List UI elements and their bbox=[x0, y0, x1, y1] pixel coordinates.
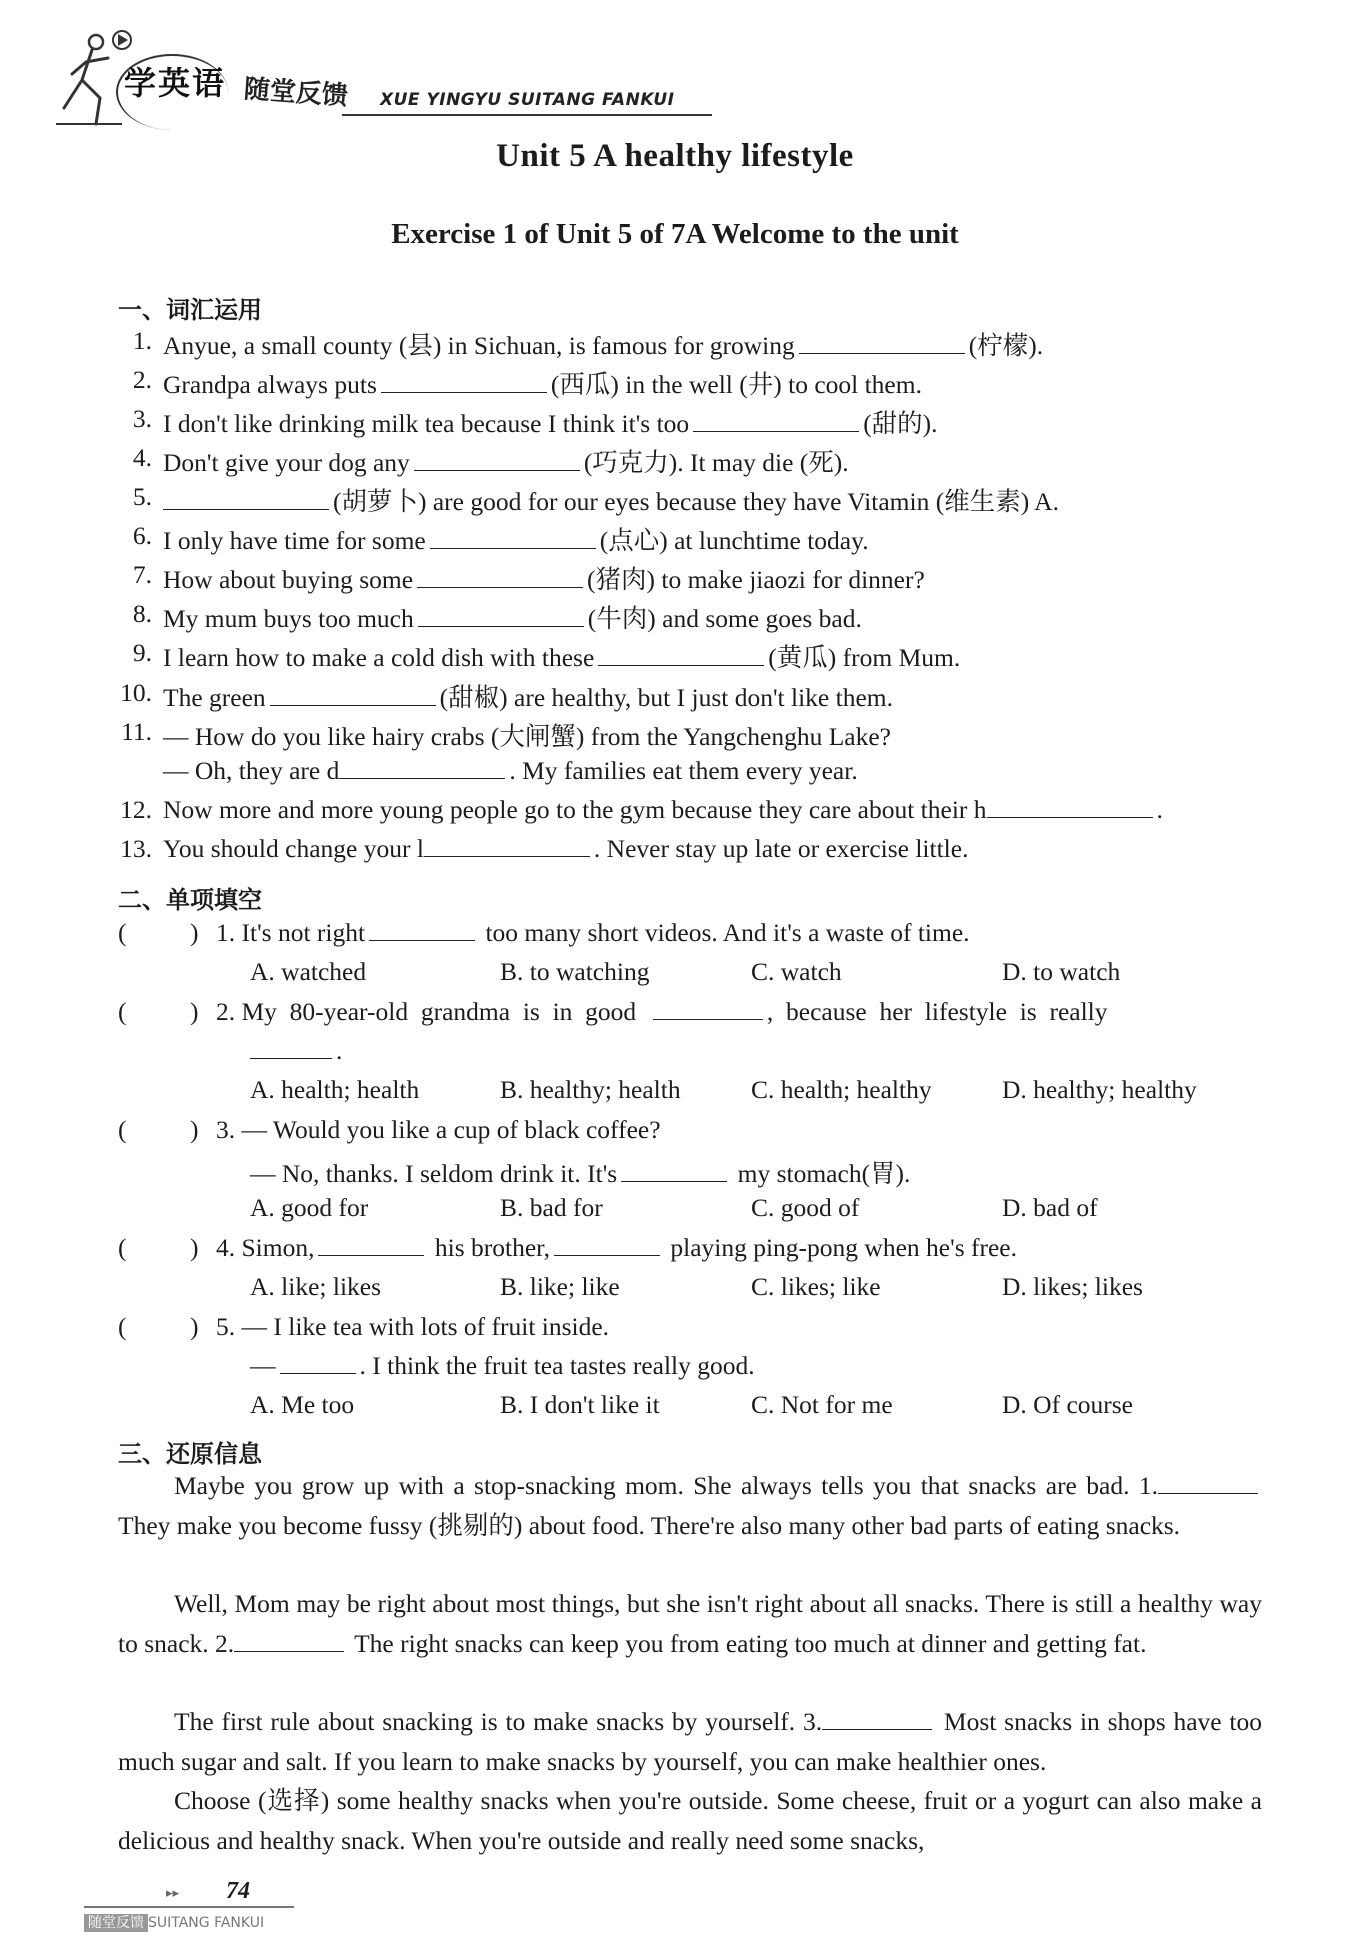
answer-paren-close[interactable]: ) bbox=[190, 918, 199, 947]
option-a[interactable]: A. good for bbox=[250, 1193, 369, 1222]
footer-rule bbox=[84, 1906, 294, 1908]
item-text: Don't give your dog any bbox=[163, 448, 410, 477]
section-heading-single-choice: 二、单项填空 bbox=[118, 886, 262, 914]
answer-blank[interactable] bbox=[318, 1254, 424, 1256]
item-hint: . My families eat them every year. bbox=[509, 756, 858, 785]
answer-paren-close[interactable]: ) bbox=[190, 997, 199, 1026]
answer-paren-close[interactable]: ) bbox=[190, 1115, 199, 1144]
item-number: 8. bbox=[132, 599, 152, 628]
item-hint: (甜椒) are healthy, but I just don't like them. bbox=[439, 683, 893, 712]
item-number: 10. bbox=[120, 678, 152, 707]
answer-blank[interactable] bbox=[234, 1650, 344, 1652]
option-b[interactable]: B. bad for bbox=[500, 1193, 603, 1222]
passage-text: The right snacks can keep you from eating too much at dinner and getting fat. bbox=[354, 1628, 1147, 1658]
option-d[interactable]: D. healthy; healthy bbox=[1002, 1075, 1197, 1104]
option-c[interactable]: C. Not for me bbox=[751, 1390, 893, 1419]
item-number: 1. bbox=[132, 326, 152, 355]
brand-underline bbox=[342, 114, 712, 116]
answer-blank[interactable] bbox=[381, 391, 547, 393]
answer-blank[interactable] bbox=[280, 1372, 356, 1374]
item-text: I learn how to make a cold dish with these bbox=[163, 643, 595, 672]
item-number: 3. bbox=[132, 404, 152, 433]
question-text: — bbox=[250, 1351, 276, 1380]
answer-paren-close[interactable]: ) bbox=[190, 1312, 199, 1341]
item-number: 12. bbox=[120, 795, 152, 824]
question-number: 3. bbox=[216, 1115, 236, 1144]
item-text: You should change your l bbox=[163, 834, 424, 863]
item-number: 2. bbox=[132, 365, 152, 394]
item-text: Anyue, a small county (县) in Sichuan, is famous for growing bbox=[163, 331, 795, 360]
answer-paren-open: ( bbox=[118, 1312, 127, 1341]
blank-number: 2. bbox=[215, 1628, 235, 1658]
item-number: 11. bbox=[121, 717, 152, 746]
answer-blank[interactable] bbox=[163, 508, 329, 510]
option-c[interactable]: C. health; healthy bbox=[751, 1075, 932, 1104]
item-number: 7. bbox=[132, 560, 152, 589]
page-number: 74 bbox=[226, 1878, 250, 1904]
section-heading-restore-info: 三、还原信息 bbox=[118, 1440, 262, 1468]
question-text: , because her lifestyle is really bbox=[766, 997, 1108, 1026]
option-d[interactable]: D. to watch bbox=[1002, 957, 1121, 986]
answer-blank[interactable] bbox=[653, 1018, 763, 1020]
item-hint: (点心) at lunchtime today. bbox=[599, 526, 869, 555]
question-number: 2. bbox=[216, 997, 236, 1026]
question-text: — I like tea with lots of fruit inside. bbox=[241, 1312, 610, 1341]
passage-text: The first rule about snacking is to make snacks by yourself. bbox=[174, 1707, 796, 1736]
option-b[interactable]: B. to watching bbox=[500, 957, 650, 986]
option-a[interactable]: A. Me too bbox=[250, 1390, 355, 1419]
question-number: 1. bbox=[216, 918, 236, 947]
answer-blank[interactable] bbox=[414, 469, 580, 471]
option-b[interactable]: B. like; like bbox=[500, 1272, 620, 1301]
answer-blank[interactable] bbox=[554, 1254, 660, 1256]
answer-paren-open: ( bbox=[118, 1115, 127, 1144]
passage-paragraph bbox=[118, 1781, 1262, 1860]
option-d[interactable]: D. likes; likes bbox=[1002, 1272, 1143, 1301]
answer-blank[interactable] bbox=[822, 1728, 932, 1730]
answer-blank[interactable] bbox=[369, 939, 475, 941]
item-text: — Oh, they are d bbox=[163, 756, 340, 785]
item-text: The green bbox=[163, 683, 266, 712]
item-number: 5. bbox=[132, 482, 152, 511]
option-c[interactable]: C. watch bbox=[751, 957, 842, 986]
option-a[interactable]: A. health; health bbox=[250, 1075, 420, 1104]
answer-paren-open: ( bbox=[118, 918, 127, 947]
question-text: playing ping-pong when he's free. bbox=[670, 1233, 1017, 1262]
option-c[interactable]: C. good of bbox=[751, 1193, 860, 1222]
option-d[interactable]: D. Of course bbox=[1002, 1390, 1133, 1419]
blank-number: 3. bbox=[802, 1707, 823, 1736]
answer-blank[interactable] bbox=[598, 664, 764, 666]
footer-label-cn: 随堂反馈 bbox=[84, 1914, 148, 1932]
item-number: 13. bbox=[120, 834, 152, 863]
answer-blank[interactable] bbox=[424, 855, 590, 857]
passage-text: Well, Mom may be right about most things, but she isn't right about all snacks. There is still a healthy way to snack. bbox=[118, 1589, 1262, 1658]
question-text: . bbox=[336, 1036, 343, 1065]
answer-blank[interactable] bbox=[250, 1057, 332, 1059]
item-hint: (柠檬). bbox=[968, 331, 1044, 360]
answer-blank[interactable] bbox=[417, 586, 583, 588]
passage-text: Most snacks in shops have too much sugar and salt. If you learn to make snacks by yourself, you can make healthier ones. bbox=[118, 1707, 1263, 1776]
option-a[interactable]: A. like; likes bbox=[250, 1272, 382, 1301]
option-b[interactable]: B. healthy; health bbox=[500, 1075, 681, 1104]
question-text: Simon, bbox=[241, 1233, 315, 1262]
item-hint: (猪肉) to make jiaozi for dinner? bbox=[587, 565, 925, 594]
passage-paragraph bbox=[118, 1466, 1262, 1545]
passage-text: Choose (选择) some healthy snacks when you're outside. Some cheese, fruit or a yogurt can also make a delicious and healthy snack. When you're outside and really need some snacks, bbox=[118, 1786, 1262, 1855]
answer-blank[interactable] bbox=[1158, 1492, 1258, 1494]
question-text: too many short videos. And it's a waste of time. bbox=[485, 918, 970, 947]
section-heading-vocabulary: 一、词汇运用 bbox=[118, 296, 262, 324]
answer-blank[interactable] bbox=[693, 430, 859, 432]
brand-subtitle: 随堂反馈 bbox=[242, 74, 349, 112]
answer-paren-open: ( bbox=[118, 997, 127, 1026]
answer-blank[interactable] bbox=[430, 547, 596, 549]
item-hint: (黄瓜) from Mum. bbox=[768, 643, 961, 672]
item-text: Now more and more young people go to the gym because they care about their h bbox=[163, 795, 987, 824]
option-c[interactable]: C. likes; like bbox=[751, 1272, 881, 1301]
item-text: I don't like drinking milk tea because I think it's too bbox=[163, 409, 690, 438]
item-hint: . Never stay up late or exercise little. bbox=[593, 834, 969, 863]
passage-text: They make you become fussy (挑剔的) about food. There're also many other bad parts of eating snacks. bbox=[118, 1510, 1181, 1540]
passage-text: Maybe you grow up with a stop-snacking mom. She always tells you that snacks are bad. bbox=[174, 1471, 1130, 1500]
item-hint: (牛肉) and some goes bad. bbox=[587, 604, 862, 633]
question-text: My 80-year-old grandma is in good bbox=[241, 997, 637, 1026]
question-text: his brother, bbox=[434, 1233, 550, 1262]
answer-blank[interactable] bbox=[621, 1180, 727, 1182]
brand-title: 学英语 bbox=[124, 64, 227, 102]
question-number: 4. bbox=[216, 1233, 236, 1262]
brand-header bbox=[52, 24, 752, 134]
option-b[interactable]: B. I don't like it bbox=[500, 1390, 660, 1419]
question-text: It's not right bbox=[241, 918, 366, 947]
question-text: my stomach(胃). bbox=[737, 1159, 911, 1188]
unit-title: Unit 5 A healthy lifestyle bbox=[496, 138, 854, 174]
answer-blank[interactable] bbox=[418, 625, 584, 627]
question-text: — No, thanks. I seldom drink it. It's bbox=[250, 1159, 618, 1188]
item-text: — How do you like hairy crabs (大闸蟹) from the Yangchenghu Lake? bbox=[163, 722, 891, 751]
item-hint: (西瓜) in the well (井) to cool them. bbox=[550, 370, 922, 399]
item-hint: (甜的). bbox=[863, 409, 938, 438]
item-number: 9. bbox=[132, 638, 152, 667]
question-text: . I think the fruit tea tastes really good. bbox=[359, 1351, 755, 1380]
passage-paragraph bbox=[118, 1702, 1262, 1781]
item-number: 4. bbox=[132, 443, 152, 472]
footer-label bbox=[84, 1912, 264, 1932]
answer-blank[interactable] bbox=[799, 352, 965, 354]
answer-blank[interactable] bbox=[270, 704, 436, 706]
brand-pinyin: XUE YINGYU SUITANG FANKUI bbox=[380, 90, 675, 110]
answer-paren-close[interactable]: ) bbox=[190, 1233, 199, 1262]
footer-label-en: SUITANG FANKUI bbox=[148, 1915, 265, 1931]
blank-number: 1. bbox=[1138, 1471, 1159, 1500]
answer-paren-open: ( bbox=[118, 1233, 127, 1262]
item-hint: (胡萝卜) are good for our eyes because they have Vitamin (维生素) A. bbox=[333, 487, 1059, 516]
question-text: — Would you like a cup of black coffee? bbox=[241, 1115, 661, 1144]
item-number: 6. bbox=[132, 521, 152, 550]
answer-blank[interactable] bbox=[987, 816, 1153, 818]
option-a[interactable]: A. watched bbox=[250, 957, 367, 986]
item-text: Grandpa always puts bbox=[163, 370, 377, 399]
item-hint: . bbox=[1156, 795, 1163, 824]
item-text: My mum buys too much bbox=[163, 604, 414, 633]
answer-blank[interactable] bbox=[339, 777, 505, 779]
option-d[interactable]: D. bad of bbox=[1002, 1193, 1098, 1222]
page-arrow-icon: ▸▸ bbox=[166, 1886, 180, 1901]
item-text: I only have time for some bbox=[163, 526, 426, 555]
question-number: 5. bbox=[216, 1312, 236, 1341]
item-text: How about buying some bbox=[163, 565, 414, 594]
passage-paragraph bbox=[118, 1584, 1262, 1663]
exercise-title: Exercise 1 of Unit 5 of 7A Welcome to the unit bbox=[391, 218, 959, 250]
item-hint: (巧克力). It may die (死). bbox=[583, 448, 849, 477]
